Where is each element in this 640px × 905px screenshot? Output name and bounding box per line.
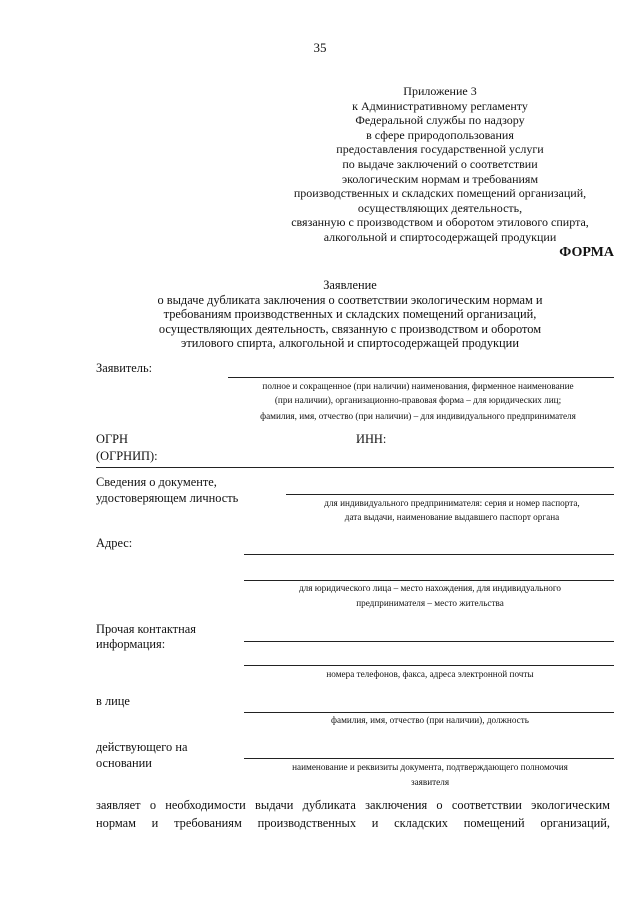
title-line: о выдаче дубликата заключения о соответствии экологическим нормам и [157, 292, 543, 307]
appendix-line: предоставления государственной услуги [336, 142, 544, 157]
applicant-hint-2: (при наличии), организационно-правовая форма – для юридических лиц; [274, 395, 562, 405]
appendix-line: Приложение 3 [403, 84, 477, 98]
ogrn-inn-field[interactable] [96, 467, 614, 468]
identity-doc-label-2: удостоверяющем личность [96, 491, 239, 505]
appendix-line: алкогольной и спиртосодержащей продукции [323, 229, 557, 244]
applicant-field[interactable] [228, 377, 614, 378]
appendix-header [250, 84, 630, 245]
appendix-line: экологическим нормам и требованиям [341, 171, 539, 186]
basis-field[interactable] [244, 758, 614, 759]
title-line: требованиям производственных и складских помещений организаций, [163, 307, 537, 322]
applicant-label: Заявитель: [96, 361, 153, 375]
basis-hint-1: наименование и реквизиты документа, подтверждающего полномочия [292, 762, 568, 772]
basis-label-1: действующего на [96, 740, 188, 754]
body-line-2: нормам и требованиям производственных и складских помещений организаций, [96, 816, 610, 830]
address-hint-1: для юридического лица – место нахождения, для индивидуального [299, 583, 561, 593]
identity-doc-field[interactable] [286, 494, 614, 495]
contacts-label-2: информация: [96, 637, 166, 651]
contacts-field-2[interactable] [244, 665, 614, 666]
basis-hint-2: заявителя [410, 777, 450, 787]
basis-label-2: основании [96, 756, 152, 770]
document-title [60, 278, 640, 351]
form-label: ФОРМА [559, 245, 614, 260]
appendix-line: Федеральной службы по надзору [355, 113, 525, 128]
title-line: этилового спирта, алкогольной и спиртосодержащей продукции [181, 336, 519, 351]
address-field-1[interactable] [244, 554, 614, 555]
address-hint-2: предпринимателя – место жительства [356, 598, 504, 608]
appendix-line: по выдаче заключений о соответствии [342, 156, 538, 171]
contacts-field-1[interactable] [244, 641, 614, 642]
title-line: осуществляющих деятельность, связанную с производством и оборотом [158, 321, 542, 336]
person-label: в лице [96, 694, 130, 708]
person-hint: фамилия, имя, отчество (при наличии), должность [331, 715, 529, 725]
contacts-hint: номера телефонов, факса, адреса электронной почты [326, 669, 534, 679]
ogrn-label: ОГРН [96, 432, 128, 446]
appendix-line: к Административному регламенту [352, 98, 528, 113]
title-line: Заявление [323, 278, 377, 292]
appendix-line: связанную с производством и оборотом этилового спирта, [291, 215, 589, 230]
address-label: Адрес: [96, 536, 133, 550]
address-field-2[interactable] [244, 580, 614, 581]
appendix-line: осуществляющих деятельность, [357, 200, 523, 215]
contacts-label-1: Прочая контактная [96, 622, 196, 636]
body-line-1: заявляет о необходимости выдачи дубликата заключения о соответствии экологическим [96, 798, 610, 812]
person-field[interactable] [244, 712, 614, 713]
applicant-hint-3: фамилия, имя, отчество (при наличии) – для индивидуального предпринимателя [260, 411, 576, 421]
identity-doc-label-1: Сведения о документе, [96, 475, 217, 489]
applicant-hint-1: полное и сокращенное (при наличии) наименования, фирменное наименование [262, 381, 574, 391]
page-number: 35 [313, 40, 327, 55]
appendix-line: в сфере природопользования [366, 127, 514, 142]
identity-doc-hint-2: дата выдачи, наименование выдавшего паспорт органа [344, 512, 560, 522]
appendix-line: производственных и складских помещений организаций, [293, 186, 587, 201]
inn-label: ИНН: [356, 432, 387, 446]
identity-doc-hint-1: для индивидуального предпринимателя: серия и номер паспорта, [324, 498, 580, 508]
ogrnip-label: (ОГРНИП): [96, 449, 158, 463]
